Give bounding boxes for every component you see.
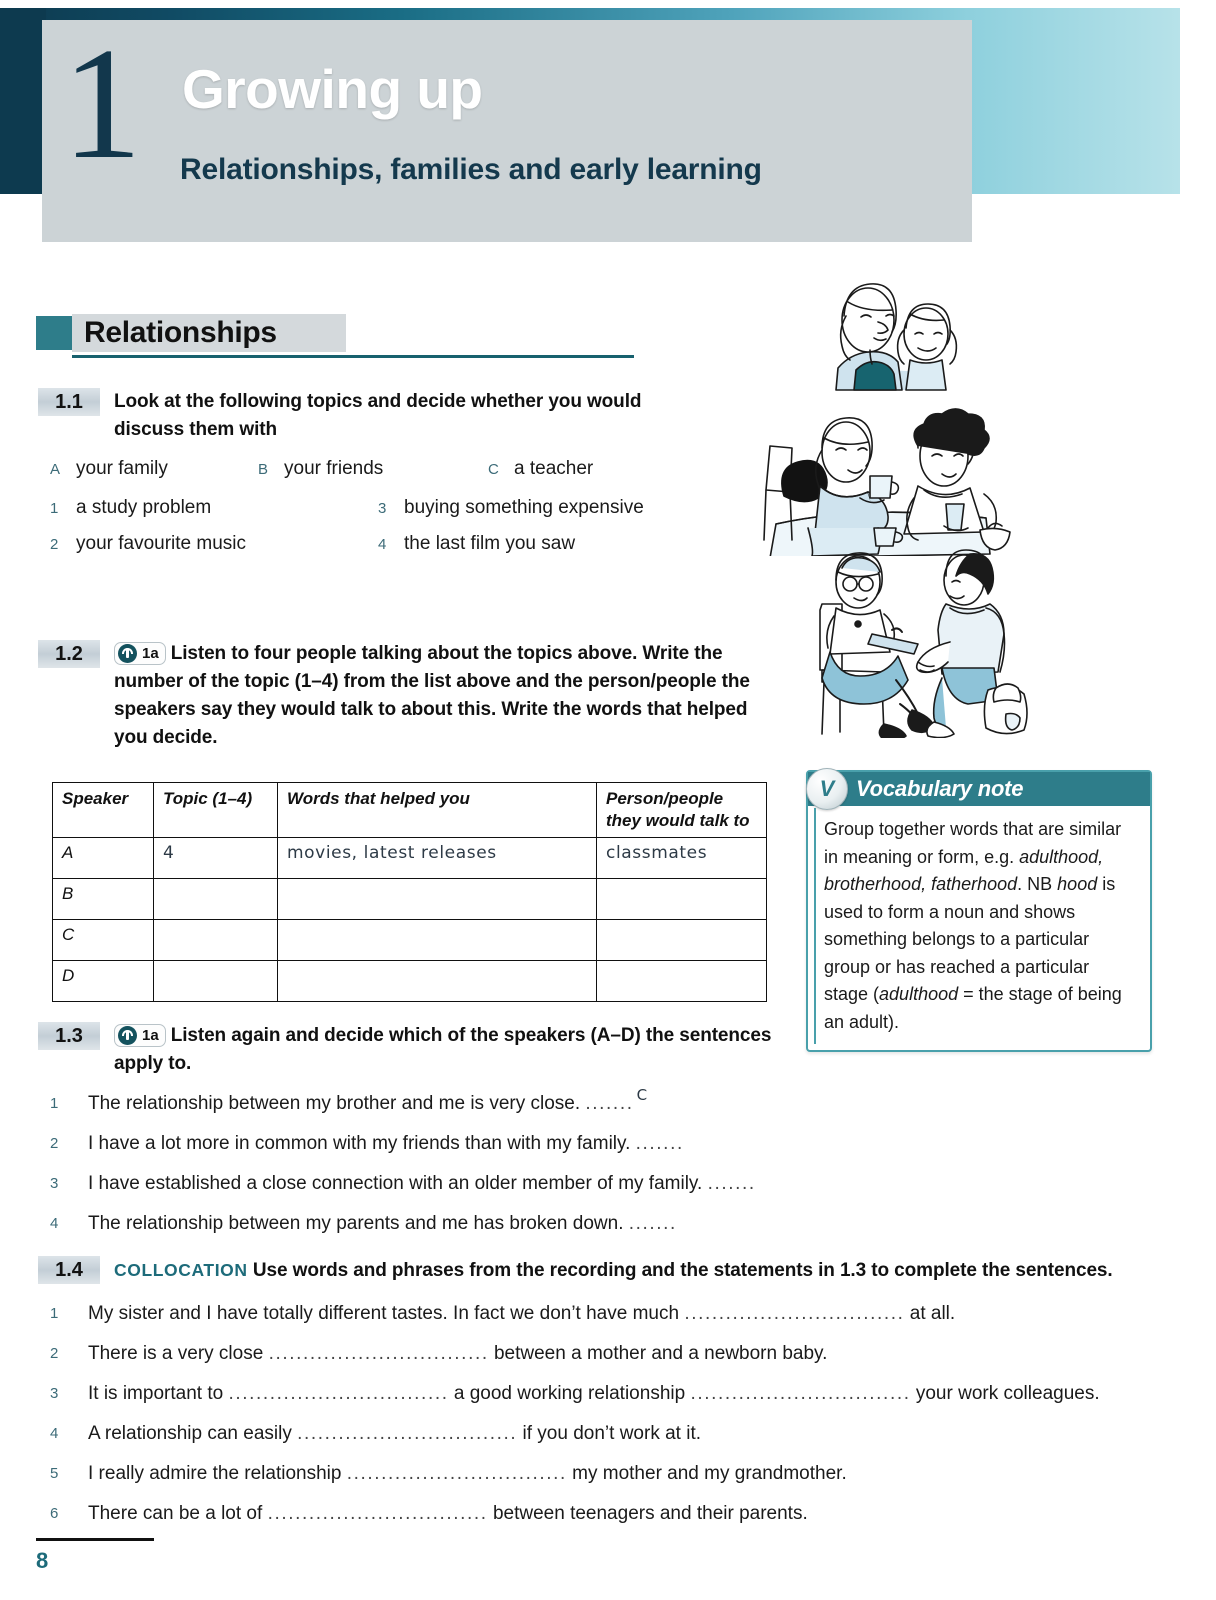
item-number: 2 [50, 1135, 59, 1152]
exercise-1-4-body [114, 1256, 1174, 1285]
speakers-table [52, 782, 767, 1002]
cell-words[interactable] [278, 879, 597, 920]
section-heading-rule [72, 355, 634, 358]
column-header-words: Words that helped you [278, 783, 597, 838]
collocation-label: COLLOCATION [114, 1260, 248, 1280]
answer-gap[interactable]: ................................ [684, 1303, 905, 1324]
item-text-post: between teenagers and their parents. [487, 1503, 808, 1524]
answer-gap[interactable]: ................................ [297, 1423, 518, 1444]
exercise-1-2-instruction: Listen to four people talking about the topics above. Write the number of the topic (1–4) from the list above and the person/people the speakers say they would talk to about this. Write the words that helped you decide. [114, 643, 750, 748]
list-item [50, 1420, 1170, 1448]
answer-gap[interactable]: ................................ [346, 1463, 567, 1484]
option-c [488, 455, 593, 483]
topic-4-key: 4 [378, 536, 387, 553]
answer-gap[interactable]: ....... [628, 1213, 677, 1234]
section-marker-square [36, 316, 72, 350]
cell-speaker: A [53, 838, 154, 879]
cell-speaker: B [53, 879, 154, 920]
vocabulary-note-body [808, 806, 1150, 1050]
item-text-post: if you don’t work at it. [517, 1423, 701, 1444]
audio-track-chip[interactable] [114, 642, 166, 665]
cell-speaker: D [53, 961, 154, 1002]
footer-rule [36, 1538, 154, 1541]
column-header-person: Person/people they would talk to [597, 783, 767, 838]
item-number: 3 [50, 1385, 59, 1402]
cell-person[interactable] [597, 879, 767, 920]
item-text-wrap [88, 1420, 1170, 1448]
item-text-wrap [88, 1170, 1150, 1198]
item-text: I have a lot more in common with my friends than with my family. [88, 1133, 631, 1154]
table-row [53, 920, 767, 961]
item-text-post: between a mother and a newborn baby. [488, 1343, 828, 1364]
item-text-post: at all. [904, 1303, 956, 1324]
vnote-part: is used to form a noun and shows something belongs to a particular group or has reached a particular stage ( [824, 874, 1116, 1004]
answer-gap[interactable]: ....... [585, 1093, 634, 1114]
item-text-post: a good working relationship [448, 1383, 691, 1404]
item-text-wrap [88, 1130, 1150, 1158]
page-number: 8 [36, 1548, 49, 1573]
item-text-post: my mother and my grandmother. [566, 1463, 847, 1484]
section-heading-relationships [36, 314, 601, 362]
table-header-row [53, 783, 767, 838]
answer-gap[interactable]: ................................ [228, 1383, 449, 1404]
exercise-1-1-number: 1.1 [38, 388, 100, 416]
audio-track-chip[interactable] [114, 1024, 166, 1047]
topic-1-key: 1 [50, 500, 59, 517]
topic-3 [378, 494, 644, 522]
item-number: 4 [50, 1425, 59, 1442]
exercise-1-2-number: 1.2 [38, 640, 100, 668]
answer-gap[interactable]: ................................ [267, 1503, 488, 1524]
topic-3-key: 3 [378, 500, 387, 517]
audio-icon [118, 1026, 137, 1045]
exercise-1-4-instruction-ref: 1.3 [839, 1260, 867, 1281]
topic-2 [50, 530, 246, 558]
exercise-1-1-instruction: Look at the following topics and decide whether you would discuss them with [114, 391, 642, 440]
item-number: 3 [50, 1175, 59, 1192]
cell-person[interactable] [597, 920, 767, 961]
option-a-label: your family [76, 458, 168, 479]
two-women-talking-illustration [748, 378, 1048, 556]
answer-gap[interactable]: ....... [707, 1173, 756, 1194]
option-c-key: C [488, 461, 499, 478]
cell-words[interactable] [278, 961, 597, 1002]
audio-track-label: 1a [142, 645, 159, 662]
topic-2-label: your favourite music [76, 533, 247, 554]
column-header-topic: Topic (1–4) [154, 783, 278, 838]
cell-topic[interactable]: 4 [154, 838, 278, 879]
item-text-wrap [88, 1460, 1170, 1488]
list-item [50, 1130, 1150, 1158]
topic-3-label: buying something expensive [404, 497, 644, 518]
chapter-number: 1 [62, 14, 142, 192]
option-a-key: A [50, 461, 61, 478]
vnote-part: = the stage of being an adult). [824, 984, 1122, 1032]
option-b-label: your friends [284, 458, 384, 479]
item-text-pre: My sister and I have totally different tastes. In fact we don’t have much [88, 1303, 685, 1324]
item-number: 1 [50, 1095, 59, 1112]
vocabulary-note-box [806, 770, 1152, 1052]
item-text-wrap [88, 1210, 1150, 1238]
section-heading-label: Relationships [84, 316, 277, 349]
item-number: 1 [50, 1305, 59, 1322]
item-text: The relationship between my brother and me is very close. [88, 1093, 581, 1114]
cell-topic[interactable] [154, 879, 278, 920]
cell-topic[interactable] [154, 961, 278, 1002]
list-item [50, 1460, 1170, 1488]
handwritten-answer[interactable]: C [636, 1086, 648, 1104]
item-text-wrap [88, 1086, 1150, 1118]
exercise-1-4-instruction-after: to complete the sentences. [866, 1260, 1113, 1281]
item-text-wrap [88, 1500, 1170, 1528]
list-item [50, 1170, 1150, 1198]
item-text-pre: There can be a lot of [88, 1503, 268, 1524]
banner-gray-panel [42, 14, 972, 242]
table-row [53, 961, 767, 1002]
item-text: I have established a close connection with an older member of my family. [88, 1173, 703, 1194]
banner-gradient-left-block [0, 8, 46, 194]
item-text-pre: I really admire the relationship [88, 1463, 347, 1484]
item-number: 5 [50, 1465, 59, 1482]
item-text-pre: It is important to [88, 1383, 229, 1404]
column-header-speaker: Speaker [53, 783, 154, 838]
audio-track-label: 1a [142, 1027, 159, 1044]
exercise-1-3-instruction: Listen again and decide which of the speakers (A–D) the sentences apply to. [114, 1025, 772, 1074]
topic-1-label: a study problem [76, 497, 212, 518]
answer-gap[interactable]: ....... [635, 1133, 684, 1154]
item-text-pre: There is a very close [88, 1343, 269, 1364]
item-text-wrap [88, 1380, 1170, 1408]
list-item [50, 1380, 1170, 1408]
option-b-key: B [258, 461, 269, 478]
answer-gap[interactable]: ................................ [268, 1343, 489, 1364]
table-row [53, 838, 767, 879]
item-text-wrap [88, 1340, 1170, 1368]
option-b [258, 455, 383, 483]
exercise-1-2-body [114, 640, 754, 752]
cell-person[interactable]: classmates [597, 838, 767, 879]
list-item [50, 1340, 1170, 1368]
chapter-subtitle: Relationships, families and early learning [180, 153, 762, 186]
cell-person[interactable] [597, 961, 767, 1002]
vnote-part-italic: adulthood [879, 984, 959, 1004]
answer-gap-2[interactable]: ................................ [690, 1383, 911, 1404]
cell-words[interactable] [278, 920, 597, 961]
topic-4 [378, 530, 575, 558]
cell-speaker: C [53, 920, 154, 961]
cell-words[interactable]: movies, latest releases [278, 838, 597, 879]
topic-1 [50, 494, 211, 522]
vocabulary-note-header [808, 772, 1150, 806]
item-text: The relationship between my parents and me has broken down. [88, 1213, 624, 1234]
topic-2-key: 2 [50, 536, 59, 553]
vnote-part: . NB [1017, 874, 1058, 894]
item-number: 6 [50, 1505, 59, 1522]
item-number: 2 [50, 1345, 59, 1362]
topic-4-label: the last film you saw [404, 533, 576, 554]
vocabulary-badge-icon: V [806, 768, 848, 810]
exercise-1-3-body [114, 1022, 774, 1078]
exercise-1-1-body [114, 388, 674, 444]
option-a [50, 455, 168, 483]
chapter-title: Growing up [182, 58, 483, 120]
list-item [50, 1086, 1150, 1118]
list-item [50, 1500, 1170, 1528]
exercise-1-4-number: 1.4 [38, 1256, 100, 1284]
table-row [53, 879, 767, 920]
exercise-1-3-number: 1.3 [38, 1022, 100, 1050]
vnote-part-italic: adulthood, brotherhood, fatherhood [824, 846, 1104, 894]
item-text-pre: A relationship can easily [88, 1423, 298, 1444]
list-item [50, 1300, 1170, 1328]
chapter-banner [0, 0, 1216, 250]
vnote-part: Group together words that are similar in meaning or form, e.g. [824, 819, 1122, 867]
cell-topic[interactable] [154, 920, 278, 961]
item-number: 4 [50, 1215, 59, 1232]
list-item [50, 1210, 1150, 1238]
vnote-part-italic: hood [1057, 874, 1098, 894]
teacher-and-student-illustration [800, 538, 1050, 738]
vocabulary-note-title: Vocabulary note [856, 776, 1024, 801]
item-text-post-2: your work colleagues. [910, 1383, 1100, 1404]
audio-icon [118, 644, 137, 663]
item-text-wrap [88, 1300, 1170, 1328]
exercise-1-4-instruction-before: Use words and phrases from the recording and the statements in [252, 1260, 840, 1281]
option-c-label: a teacher [514, 458, 594, 479]
